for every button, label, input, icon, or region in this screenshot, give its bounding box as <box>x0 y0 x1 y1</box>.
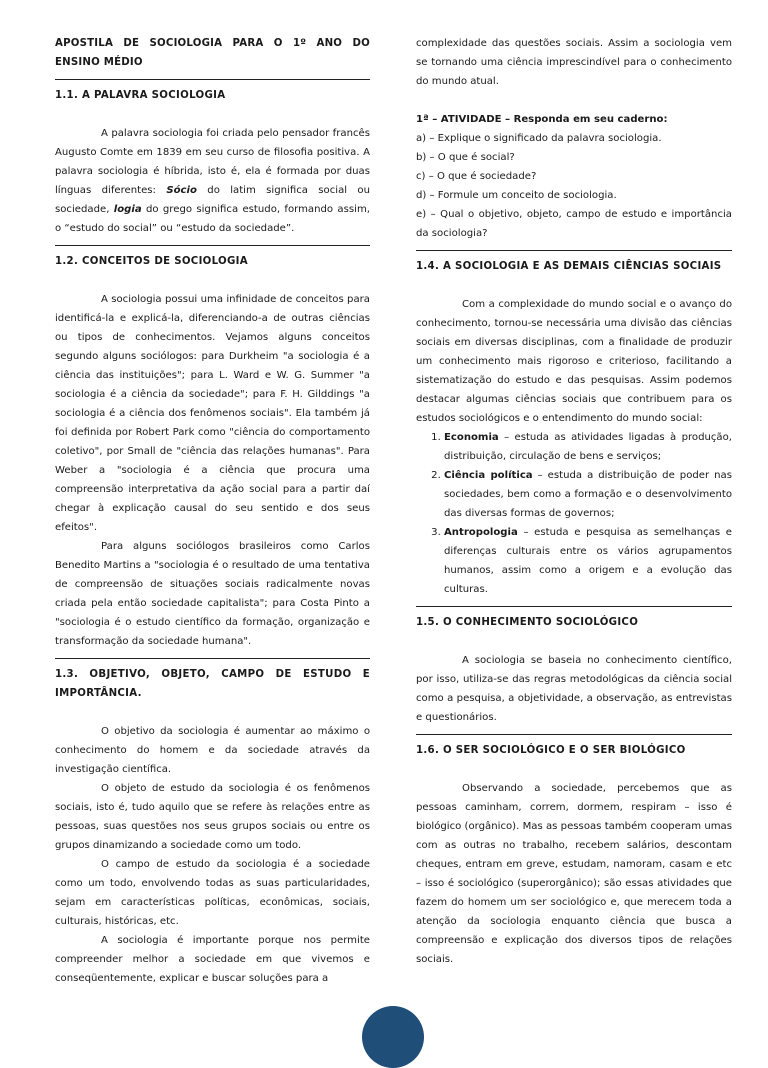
activity-item-d: d) – Formule um conceito de sociologia. <box>416 190 617 201</box>
social-sciences-list <box>416 428 732 599</box>
list-item-ciencia-politica: 2. Ciência política – estuda a distribuição de poder nas sociedades, bem como a formação e o desenvolvimento das diversas formas de governos; <box>444 466 732 523</box>
section-1-1-heading: 1.1. A PALAVRA SOCIOLOGIA <box>55 90 226 101</box>
divider <box>55 78 370 80</box>
section-1-5-heading: 1.5. O CONHECIMENTO SOCIOLÓGICO <box>416 617 639 628</box>
section-1-2-paragraph-2: Para alguns sociólogos brasileiros como Carlos Benedito Martins a "sociologia é o resultado de uma tentativa de compreensão de situações sociais radicalmente novas criada pela então sociedade capitalista"; para Costa Pinto a "sociologia é o estudo científico da formação, organização e transformação da sociedade humana". <box>55 541 370 647</box>
section-1-3-paragraph-1: O objetivo da sociologia é aumentar ao máximo o conhecimento do homem e da sociedade através da investigação científica. <box>55 726 370 775</box>
section-1-3-paragraph-2: O objeto de estudo da sociologia é os fenômenos sociais, isto é, tudo aquilo que se refere às relações entre as pessoas, suas questões nos seus grupos sociais ou entre os grupos dinamizando a sociedade como um todo. <box>55 783 370 851</box>
right-column <box>416 34 732 969</box>
activity-item-b: b) – O que é social? <box>416 152 515 163</box>
section-1-2-paragraph-1: A sociologia possui uma infinidade de conceitos para identificá-la e explicá-la, diferenciando-a de outras ciências ou tipos de conhecimentos. Vejamos alguns conceitos segundo alguns sociólogos: para Durkheim "a sociologia é a ciência das instituições"; para L. Ward e W. G. Summer "a sociologia é a ciência da sociedade"; para F. H. Gilddings "a sociologia é a ciência dos fenômenos sociais". Ela também já foi definida por Robert Park como "ciência do comportamento coletivo", por Small de "ciência das relações humanas". Para Weber a "sociologia é a ciência que procura uma compreensão interpretativa da ação social para a partir daí chegar à explicação causal do seu sentido e dos seus efeitos". <box>55 294 370 533</box>
continued-paragraph: complexidade das questões sociais. Assim a sociologia vem se tornando uma ciência imprescindível para o conhecimento do mundo atual. <box>416 38 732 87</box>
divider <box>55 657 370 659</box>
list-item-economia: 1. Economia – estuda as atividades ligadas à produção, distribuição, circulação de bens e serviços; <box>444 428 732 466</box>
section-1-3-paragraph-4: A sociologia é importante porque nos permite compreender melhor a sociedade em que vivemos e conseqüentemente, explicar e buscar soluções para a <box>55 935 370 984</box>
divider <box>55 244 370 246</box>
document-title: APOSTILA DE SOCIOLOGIA PARA O 1º ANO DO ENSINO MÉDIO <box>55 38 370 68</box>
section-1-2-heading: 1.2. CONCEITOS DE SOCIOLOGIA <box>55 256 248 267</box>
activity-title: 1ª – ATIVIDADE – Responda em seu caderno: <box>416 114 668 125</box>
section-1-5-paragraph: A sociologia se baseia no conhecimento científico, por isso, utiliza-se das regras metodológicas da ciência social como a pesquisa, a objetividade, a observação, as entrevistas e questionários. <box>416 655 732 723</box>
section-1-4-paragraph: Com a complexidade do mundo social e o avanço do conhecimento, tornou-se necessária uma divisão das ciências sociais em diversas disciplinas, com a finalidade de produzir um conhecimento mais rigoroso e criterioso, facilitando a sistematização do estudo e das pesquisas. Assim podemos destacar algumas ciências sociais que contribuem para os estudos sociológicos e o entendimento do mundo social: <box>416 299 732 424</box>
section-1-6-paragraph: Observando a sociedade, percebemos que as pessoas caminham, correm, dormem, respiram – isso é biológico (orgânico). Mas as pessoas também cooperam umas com as outras no trabalho, recebem salários, descontam cheques, entram em greve, estudam, namoram, casam e etc – isso é sociológico (superorgânico); são essas atividades que fazem do homem um ser sociológico e, que merecem toda a atenção da sociologia enquanto ciência que busca a compreensão e explicação dos diversos tipos de relações sociais. <box>416 783 732 965</box>
section-1-4-heading: 1.4. A SOCIOLOGIA E AS DEMAIS CIÊNCIAS SOCIAIS <box>416 261 722 272</box>
section-1-3-paragraph-3: O campo de estudo da sociologia é a sociedade como um todo, envolvendo todas as suas particularidades, sejam em características políticas, econômicas, sociais, culturais, históricas, etc. <box>55 859 370 927</box>
activity-item-a: a) – Explique o significado da palavra sociologia. <box>416 133 662 144</box>
activity-item-c: c) – O que é sociedade? <box>416 171 537 182</box>
divider <box>416 249 732 251</box>
activity-item-e: e) – Qual o objetivo, objeto, campo de estudo e importância da sociologia? <box>416 209 732 239</box>
section-1-1-paragraph: A palavra sociologia foi criada pelo pensador francês Augusto Comte em 1839 em seu curso de filosofia positiva. A palavra sociologia é híbrida, isto é, ela é formada por duas línguas diferentes: Sócio do latim significa social ou sociedade, logia do grego significa estudo, formando assim, o “estudo do social” ou “estudo da sociedade”. <box>55 128 371 234</box>
left-column <box>55 34 370 988</box>
divider <box>416 733 732 735</box>
section-1-3-heading: 1.3. OBJETIVO, OBJETO, CAMPO DE ESTUDO E IMPORTÂNCIA. <box>55 669 370 699</box>
list-item-antropologia: 3. Antropologia – estuda e pesquisa as semelhanças e diferenças culturais entre os vários agrupamentos humanos, assim como a origem e a evolução das culturas. <box>444 523 732 599</box>
divider <box>416 605 732 607</box>
page-number-badge <box>362 1006 424 1068</box>
section-1-6-heading: 1.6. O SER SOCIOLÓGICO E O SER BIOLÓGICO <box>416 745 686 756</box>
